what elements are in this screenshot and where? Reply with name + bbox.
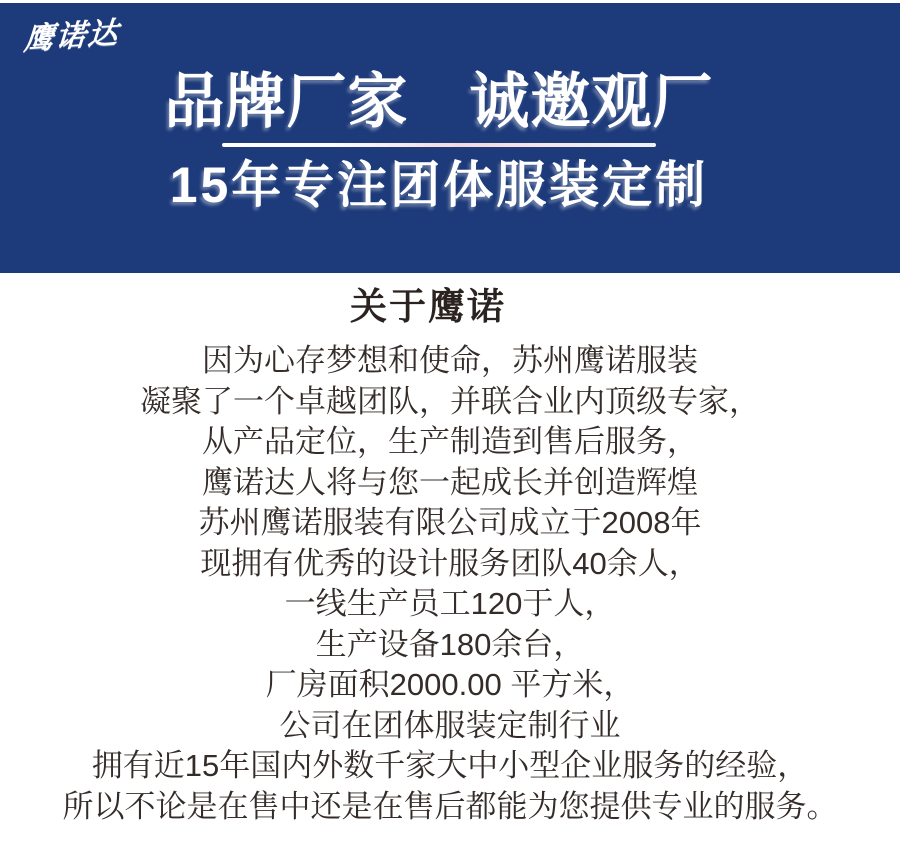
banner-title: 品牌厂家 诚邀观厂 bbox=[164, 68, 714, 135]
about-text-line: 公司在团体服装定制行业 bbox=[279, 707, 621, 743]
about-text-line: 所以不论是在售中还是在售后都能为您提供专业的服务。 bbox=[62, 788, 838, 824]
banner-subtitle: 15年专注团体服装定制 bbox=[169, 157, 709, 213]
about-text-line: 现拥有优秀的设计服务团队40余人， bbox=[200, 545, 700, 581]
banner bbox=[0, 3, 900, 273]
about-text-line: 苏州鹰诺服装有限公司成立于2008年 bbox=[198, 505, 702, 540]
about-text-line: 厂房面积2000.00 平方米， bbox=[265, 667, 635, 702]
about-text-line: 因为心存梦想和使命，苏州鹰诺服装 bbox=[202, 343, 698, 378]
about-section bbox=[0, 273, 900, 827]
about-heading: 关于鹰诺 bbox=[350, 286, 506, 327]
about-text-line: 一线生产员工120于人， bbox=[284, 586, 616, 621]
about-text-line: 拥有近15年国内外数千家大中小型企业服务的经验， bbox=[91, 748, 809, 783]
title-underline bbox=[222, 143, 656, 147]
banner-content bbox=[0, 3, 889, 213]
about-text-line: 凝聚了一个卓越团队，并联合业内顶级专家， bbox=[140, 383, 760, 419]
brand-logo: 鹰诺达 bbox=[22, 16, 121, 57]
about-text-line: 生产设备180余台， bbox=[315, 626, 585, 662]
about-text-line: 鹰诺达人将与您一起成长并创造辉煌 bbox=[202, 464, 698, 500]
about-body bbox=[0, 341, 900, 827]
about-text-line: 从产品定位，生产制造到售后服务， bbox=[202, 424, 698, 459]
